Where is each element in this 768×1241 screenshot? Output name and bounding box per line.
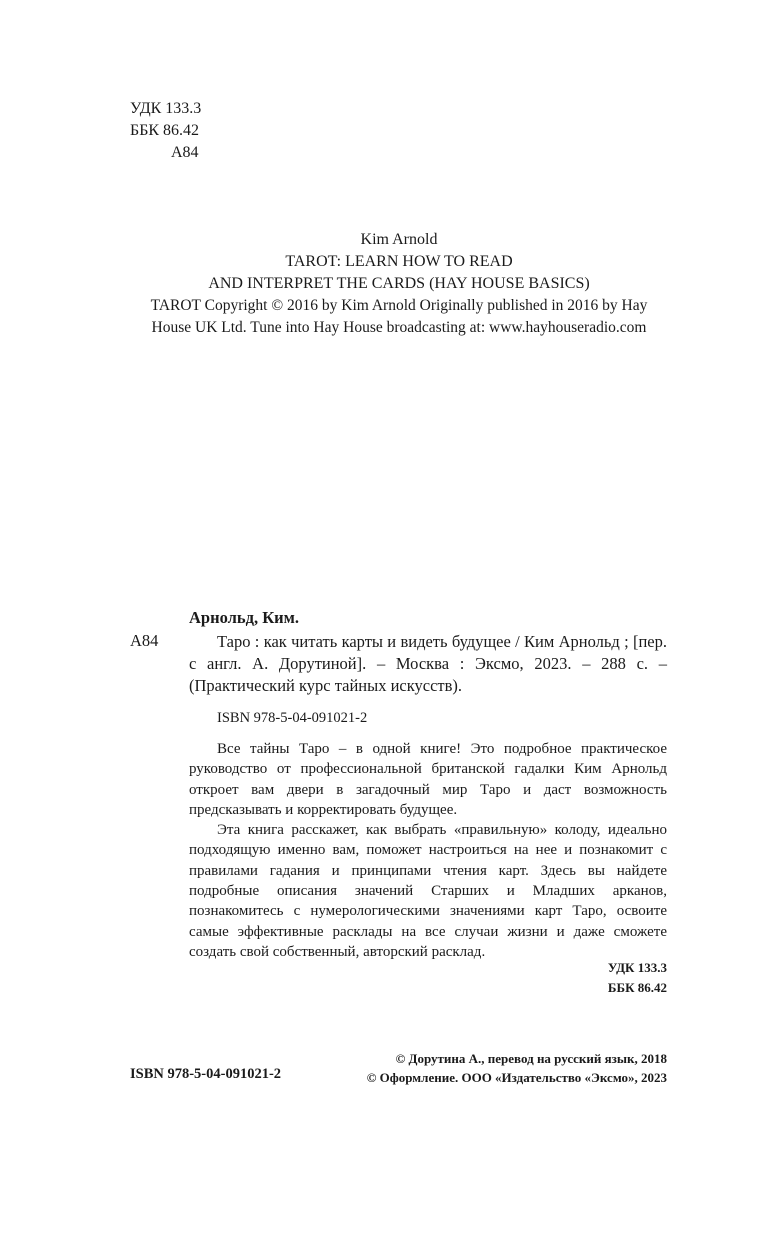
bottom-udk: УДК 133.3 [607, 960, 667, 975]
bottom-bbk: ББК 86.42 [607, 980, 667, 995]
catalog-sign: А84 [130, 631, 159, 650]
copyright-notices [340, 1049, 667, 1087]
copyright-line2: House UK Ltd. Tune into Hay House broadcasting at: www.hayhouseradio.com [151, 319, 647, 336]
rights-translation: © Дорутина А., перевод на русский язык, 2018 [395, 1051, 667, 1066]
udk-code: УДК 133.3 [130, 100, 202, 117]
bibliographic-description: Таро : как читать карты и видеть будущее / Ким Арнольд ; [пер. с англ. А. Дорутиной]. – Москва : Эксмо, 2023. – 288 с. – (Практический курс тайных искусств). [189, 632, 667, 695]
catalog-isbn: ISBN 978-5-04-091021-2 [217, 710, 368, 726]
original-title-line1: TAROT: LEARN HOW TO READ [285, 253, 513, 270]
copyright-line1: TAROT Copyright © 2016 by Kim Arnold Originally published in 2016 by Hay [150, 297, 648, 314]
original-edition-info [130, 229, 668, 339]
annotation-paragraph-2: Эта книга расскажет, как выбрать «правильную» колоду, идеально подходящую именно вам, поможет настроиться на нее и познакомит с правилами гадания и принципами чтения карт. Здесь вы найдете подробные описания значений Старших и Младших арканов, познакомитесь с нумерологическими значениями карт Таро, освоите самые эффективные расклады на все случаи жизни и даже сможете создать свой собственный, авторский расклад. [189, 822, 667, 960]
classification-codes [130, 98, 201, 164]
annotation [189, 739, 667, 962]
catalog-author-heading: Арнольд, Ким. [189, 608, 300, 627]
original-title-line2: AND INTERPRET THE CARDS (HAY HOUSE BASICS) [208, 275, 590, 292]
bottom-isbn: ISBN 978-5-04-091021-2 [130, 1066, 282, 1082]
original-author: Kim Arnold [360, 231, 438, 248]
bottom-codes [520, 958, 667, 998]
rights-design: © Оформление. ООО «Издательство «Эксмо», 2023 [366, 1070, 667, 1085]
author-sign: А84 [171, 144, 199, 161]
annotation-paragraph-1: Все тайны Таро – в одной книге! Это подробное практическое руководство от профессиональной британской гадалки Ким Арнольд откроет вам двери в загадочный мир Таро и даст возможность предсказывать и корректировать будущее. [189, 741, 667, 818]
bbk-code: ББК 86.42 [130, 122, 200, 139]
